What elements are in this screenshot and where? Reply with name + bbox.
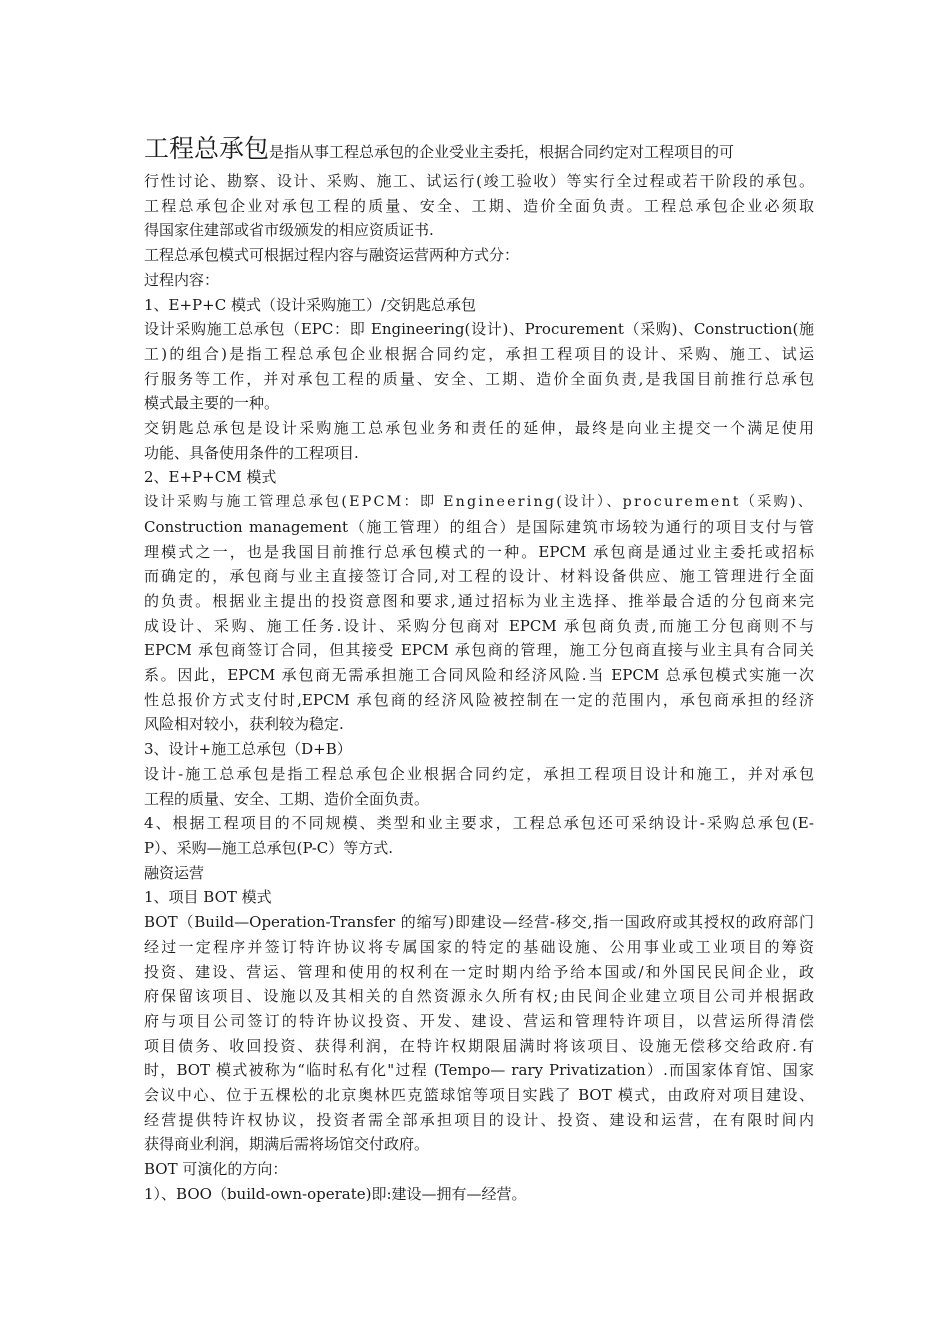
bot-para-line: 获得商业利润，期满后需将场馆交付政府。 (144, 1135, 430, 1154)
intro-first-line (144, 132, 814, 169)
item1-para2-line: 交钥匙总承包是设计采购施工总承包业务和责任的延伸，最终是向业主提交一个满足使用 (144, 419, 814, 438)
item2-para-line: Construction management（施工管理）的组合）是国际建筑市场较为通行的项目支付与管 (144, 517, 814, 536)
bot-para-line: 投资、建设、营运、管理和使用的权利在一定时期内给予给本国或/和外国民民间企业，政 (144, 962, 814, 981)
modes-intro: 工程总承包模式可根据过程内容与融资运营两种方式分： (144, 246, 520, 265)
item2-para-line: 风险相对较小，获利较为稳定. (144, 715, 344, 734)
bot-para-line: BOT（Build—Operation-Transfer 的缩写)即建设—经营-移交,指一国政府或其授权的政府部门 (144, 913, 814, 932)
item1-heading: 1、E+P+C 模式（设计采购施工）/交钥匙总承包 (144, 295, 477, 314)
bot-heading: 1、项目 BOT 模式 (144, 888, 272, 907)
item4-para-line: 4、根据工程项目的不同规模、类型和业主要求，工程总承包还可采纳设计-采购总承包(E- (144, 814, 814, 833)
bot-evolve-heading: BOT 可演化的方向： (144, 1160, 288, 1179)
item1-para2-line: 功能、具备使用条件的工程项目. (144, 443, 359, 462)
intro-first-line-text: 是指从事工程总承包的企业受业主委托，根据合同约定对工程项目的可 (269, 143, 735, 161)
intro-line: 工程总承包企业对承包工程的质量、安全、工期、造价全面负责。工程总承包企业必须取 (144, 196, 814, 215)
item1-para1-line: 行服务等工作，并对承包工程的质量、安全、工期、造价全面负责,是我国目前推行总承包 (144, 369, 814, 388)
item4-para-line: P）、采购—施工总承包(P-C）等方式. (144, 838, 394, 857)
item3-para-line: 工程的质量、安全、工期、造价全面负责。 (144, 789, 430, 808)
process-heading: 过程内容： (144, 270, 220, 289)
item3-heading: 3、设计+施工总承包（D+B） (144, 740, 352, 759)
bot-para-line: 经营提供特许权协议，投资者需全部承担项目的设计、投资、建设和运营，在有限时间内 (144, 1110, 814, 1129)
item1-para1-line: 设计采购施工总承包（EPC：即 Engineering(设计)、Procurement（采购)、Construction(施 (144, 320, 814, 339)
item2-para-line: 成设计、采购、施工任务.设计、采购分包商对 EPCM 承包商负责,而施工分包商则不与 (144, 616, 814, 635)
item2-heading: 2、E+P+CM 模式 (144, 468, 277, 487)
item1-para1-line: 工)的组合)是指工程总承包企业根据合同约定，承担工程项目的设计、采购、施工、试运 (144, 344, 814, 363)
item1-para1-line: 模式最主要的一种。 (144, 394, 280, 413)
boo-item: 1）、BOO（build-own-operate)即:建设—拥有—经营。 (144, 1184, 527, 1203)
item2-para-line: 系。因此，EPCM 承包商无需承担施工合同风险和经济风险.当 EPCM 总承包模式实施一次 (144, 666, 814, 685)
item2-para-line: 而确定的，承包商与业主直接签订合同,对工程的设计、材料设备供应、施工管理进行全面 (144, 567, 814, 586)
intro-line: 行性讨论、勘察、设计、采购、施工、试运行(竣工验收）等实行全过程或若干阶段的承包。 (144, 172, 814, 190)
bot-para-line: 经过一定程序并签订特许协议将专属国家的特定的基础设施、公用事业或工业项目的筹资 (144, 937, 814, 956)
document-page (144, 132, 814, 1207)
bot-para-line: 时，BOT 模式被称为“临时私有化"过程 (Tempo— rary Privatization）.而国家体育馆、国家 (144, 1061, 814, 1080)
bot-para-line: 府与项目公司签订的特许协议投资、开发、建设、营运和管理特许项目，以营运所得清偿 (144, 1011, 814, 1030)
item2-para-line: 理模式之一，也是我国目前推行总承包模式的一种。EPCM 承包商是通过业主委托或招标 (144, 542, 814, 561)
item2-para-line: 的负责。根据业主提出的投资意图和要求,通过招标为业主选择、推举最合适的分包商来完 (144, 591, 814, 610)
item2-para-line: 设计采购与施工管理总承包(EPCM：即 Engineering(设计）、procurement（采购)、 (144, 494, 815, 511)
bot-para-line: 会议中心、位于五棵松的北京奥林匹克篮球馆等项目实践了 BOT 模式，由政府对项目建设、 (144, 1086, 814, 1105)
intro-line: 得国家住建部或省市级颁发的相应资质证书. (144, 221, 434, 240)
item3-para-line: 设计-施工总承包是指工程总承包企业根据合同约定，承担工程项目设计和施工，并对承包 (144, 764, 814, 783)
finance-heading: 融资运营 (144, 863, 205, 882)
document-title: 工程总承包 (144, 134, 270, 163)
item2-para-line: 性总报价方式支付时,EPCM 承包商的经济风险被控制在一定的范围内，承包商承担的经济 (144, 690, 814, 709)
bot-para-line: 项目债务、收回投资、获得利润，在特许权期限届满时将该项目、设施无偿移交给政府.有 (144, 1036, 814, 1055)
bot-para-line: 府保留该项目、设施以及其相关的自然资源永久所有权;由民间企业建立项目公司并根据政 (144, 987, 814, 1006)
item2-para-line: EPCM 承包商签订合同，但其接受 EPCM 承包商的管理，施工分包商直接与业主具有合同关 (144, 641, 814, 660)
